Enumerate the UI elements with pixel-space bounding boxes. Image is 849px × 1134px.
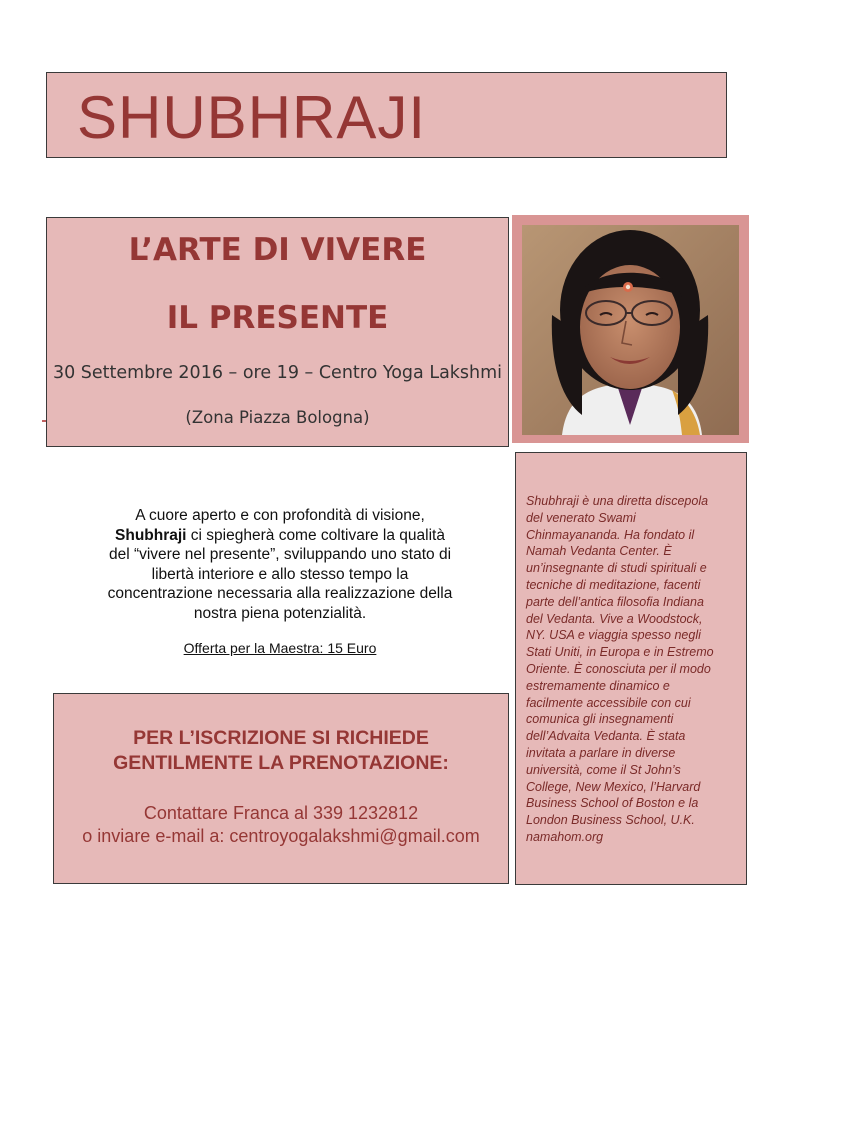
bio-line: Stati Uniti, in Europa e in Estremo [526,645,714,660]
intro-line: A cuore aperto e con profondità di visione, [135,507,425,524]
contact-email: o inviare e-mail a: centroyogalakshmi@gmail.com [82,826,480,846]
bio-line: facilmente accessibile con cui [526,695,691,710]
intro-line: nostra piena potenzialità. [193,604,367,622]
bio-line: del Vedanta. Vive a Woodstock, [526,611,703,626]
bio-line: Namah Vedanta Center. È [526,544,672,559]
bio-line: Shubhraji è una diretta discepola [526,494,709,508]
intro-line: concentrazione necessaria alla realizzazione della [107,585,453,602]
event-title-line1: L’ARTE DI VIVERE [128,232,427,268]
bio-box [515,452,747,885]
intro-paragraph [80,506,480,623]
bio-line: Chinmayananda. Ha fondato il [526,527,695,542]
event-location: (Zona Piazza Bologna) [185,408,370,427]
event-title-line2: IL PRESENTE [166,300,389,336]
intro-line: del “vivere nel presente”, sviluppando uno stato di [108,546,452,563]
event-info-box [46,217,509,447]
page-title: SHUBHRAJI [77,84,427,151]
bio-text [526,493,740,846]
bio-line: un’insegnante di studi spirituali e [526,561,707,576]
contact-phone: Contattare Franca al 339 1232812 [143,803,419,823]
bio-line: London Business School, U.K. [526,813,695,828]
title-banner [46,72,727,158]
intro-line: libertà interiore e allo stesso tempo la [151,565,409,583]
event-date: 30 Settembre 2016 – ore 19 – Centro Yoga Lakshmi [52,363,503,383]
bio-line: tecniche di meditazione, facenti [526,577,701,592]
bio-line: Business School of Boston e la [526,796,699,811]
bio-line: comunica gli insegnamenti [526,712,674,727]
bio-line: del venerato Swami [526,510,636,525]
booking-box [53,693,509,884]
booking-heading-line1: PER L’ISCRIZIONE SI RICHIEDE [133,727,429,749]
intro-name: Shubhraji [115,526,187,544]
booking-heading-line2: GENTILMENTE LA PRENOTAZIONE: [113,752,449,774]
bio-link: namahom.org [526,829,604,844]
bio-line: invitata a parlare in diverse [526,745,676,760]
intro-line [80,526,480,546]
portrait-photo-frame [512,215,749,443]
bio-line: dell’Advaita Vedanta. È stata [526,729,686,744]
bio-line: College, New Mexico, l’Harvard [526,779,701,794]
decorative-mark [42,420,46,422]
bio-line: Oriente. È conosciuta per il modo [526,661,711,676]
bio-line: estremamente dinamico e [526,678,670,693]
bio-line: parte dell’antica filosofia Indiana [526,594,704,609]
bio-line: università, come il St John’s [526,762,681,777]
offer-text: Offerta per la Maestra: 15 Euro [183,640,377,656]
portrait-photo [522,225,739,435]
intro-line-rest: ci spiegherà come coltivare la qualità [186,526,445,544]
bio-line: NY. USA e viaggia spesso negli [526,628,701,643]
